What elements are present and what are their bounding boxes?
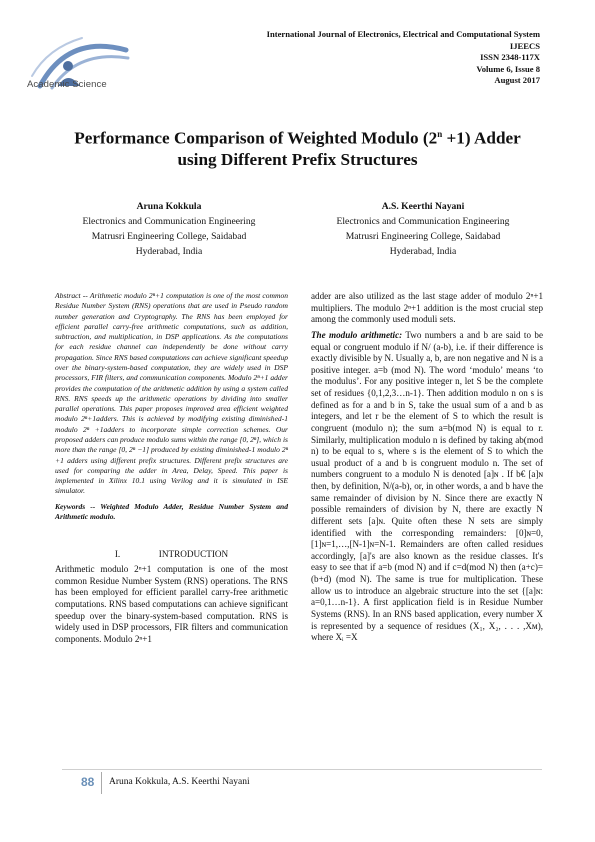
section-title: INTRODUCTION <box>158 549 229 560</box>
author-city: Hyderabad, India <box>135 246 203 257</box>
footer-rule <box>62 769 542 770</box>
journal-abbreviation: IJEECS <box>509 40 540 51</box>
run-in-heading: The modulo arithmetic: <box>311 329 403 340</box>
modulo-arithmetic-paragraph <box>311 330 543 644</box>
author-city: Hyderabad, India <box>389 246 457 257</box>
author-name: Aruna Kokkula <box>136 201 202 212</box>
section-heading <box>55 549 288 560</box>
journal-name: International Journal of Electronics, Electrical and Computational System <box>266 29 540 39</box>
paper-title <box>30 124 565 170</box>
page-number: 88 <box>81 775 95 789</box>
introduction-text: Arithmetic modulo 2ⁿ+1 computation is one of the most common Residue Number System (RNS) operations. The RNS has been employed for efficient parallel carry-free arithmetic computations. RNS based computations can achieve significant speedup over the binary-system-based computation. RNS is widely used in DSP processors, FIR filters and communication components. Modulo 2ⁿ+1 <box>55 564 288 644</box>
journal-header <box>267 29 540 87</box>
section-number: I. <box>114 549 121 560</box>
keywords: Keywords -- Weighted Modulo Adder, Residue Number System and Arithmetic modulo. <box>55 501 288 521</box>
author-department: Electronics and Communication Engineering <box>336 216 510 227</box>
author-department: Electronics and Communication Engineering <box>82 216 256 227</box>
title-line-2: using Different Prefix Structures <box>177 149 418 169</box>
author-college: Matrusri Engineering College, Saidabad <box>91 231 247 242</box>
journal-issn: ISSN 2348-117X <box>480 52 540 63</box>
author-block-2 <box>298 199 548 259</box>
right-column <box>311 291 543 644</box>
abstract: Abstract -- Arithmetic modulo 2ⁿ+1 computation is one of the most common Residue Number System (RNS) operations that are used in Pseudo random number generation and Cryptography. The RNS has been employed for efficient parallel carry-free arithmetic computations, such as addition, subtraction, and multiplication, in DSP applications. As the computations for each residue channel can independently be done without carry propagation. Since RNS based computations can achieve significant speedup over the binary-system-based computation, they are widely used in DSP processors, FIR filters, and communication components. Modulo 2ⁿ+1 adder provides the computation of the arithmetic addition by using a system called RNS. RNS speeds up the arithmetic operations by dividing into smaller parallel operations. This paper proposes improved area efficient weighted modulo 2ⁿ+1adders. This is achieved by modifying existing diminished-1 modulo 2ⁿ +1adders to incorporate simple correction schemes. Our proposed adders can produce modulo sums within the range [0, 2ⁿ], which is more than the range [0, 2ⁿ −1] produced by existing diminished-1 modulo 2ⁿ +1 adders using different prefix structures. Different prefix structures are used for comparing the adder in Area, Delay, Speed. This paper is implemented in Xilinx 10.1 using Verilog and it is simulated in ISE simulator. <box>55 291 288 496</box>
journal-date: August 2017 <box>494 75 540 86</box>
modulo-arithmetic-text: Two numbers a and b are said to be equal or congruent modulo if N/ (a-b), i.e. if their difference is exactly divisible by N. Usually a, b, are non negative and N is a positive integer. a=b (mod N). The word ‘modulo’ means ‘to the modulus’. For any positive integer n, let S be the complete set of residues {0,1,2,3…n-1}. Then addition modulo n on s is defined as for a and b in S, take the usual sum of a and b as integers, and let r be the element of S to which the result is congruent (modulo n); the sum a=b(mod N) is equal to r. Similarly, multiplication modulo n is defined by taking ab(mod n) to be equal to s, where s is the element of S to which the usual product of a and b is congruent modulo n. The set of numbers congruent to a modulo N is denoted [a]ɴ . If b€ [a]ɴ then, by definition, N/(a-b), or, in other words, a and b have the same remainder of division by N. Since there are exactly N possible remainders of division by N, there are exactly N different sets [a]ɴ. Quite often these N sets are simply identified with the corresponding remainders: [0]ɴ=0,[1]ɴ=1,…,[N-1]ɴ=N-1. Remainders are often called residues accordingly, [a]'s are also known as the residue classes. It's easy to see that if a=b (mod N) and if c=d(mod N) then (a+c)=(b+d) (mod N). The same is true for multiplication. These allow us to introduce an algebraic structure into the set {[a]ɴ: a=0,1…n-1}. A first application field is in Residue Number Systems (RNS). In an RNS based application, every number X is represented by a sequence of residues (X₁, X₂, . . . ,Xᴍ), where Xᵢ =X <box>311 329 543 643</box>
logo-text: Academic Science <box>27 79 107 90</box>
author-block-1 <box>44 199 294 259</box>
left-column <box>55 291 288 645</box>
footer-authors: Aruna Kokkula, A.S. Keerthi Nayani <box>109 777 250 787</box>
right-paragraph-1: adder are also utilized as the last stage adder of modulo 2ⁿ+1 multipliers. The modulo 2ⁿ+1 addition is the most crucial step among the commonly used moduli sets. <box>311 291 543 325</box>
journal-volume: Volume 6, Issue 8 <box>476 63 540 74</box>
footer-separator <box>101 772 102 794</box>
title-line-1: Performance Comparison of Weighted Modulo $(2^n +1)$ Adder <box>74 128 521 148</box>
author-name: A.S. Keerthi Nayani <box>381 201 465 212</box>
author-college: Matrusri Engineering College, Saidabad <box>345 231 501 242</box>
